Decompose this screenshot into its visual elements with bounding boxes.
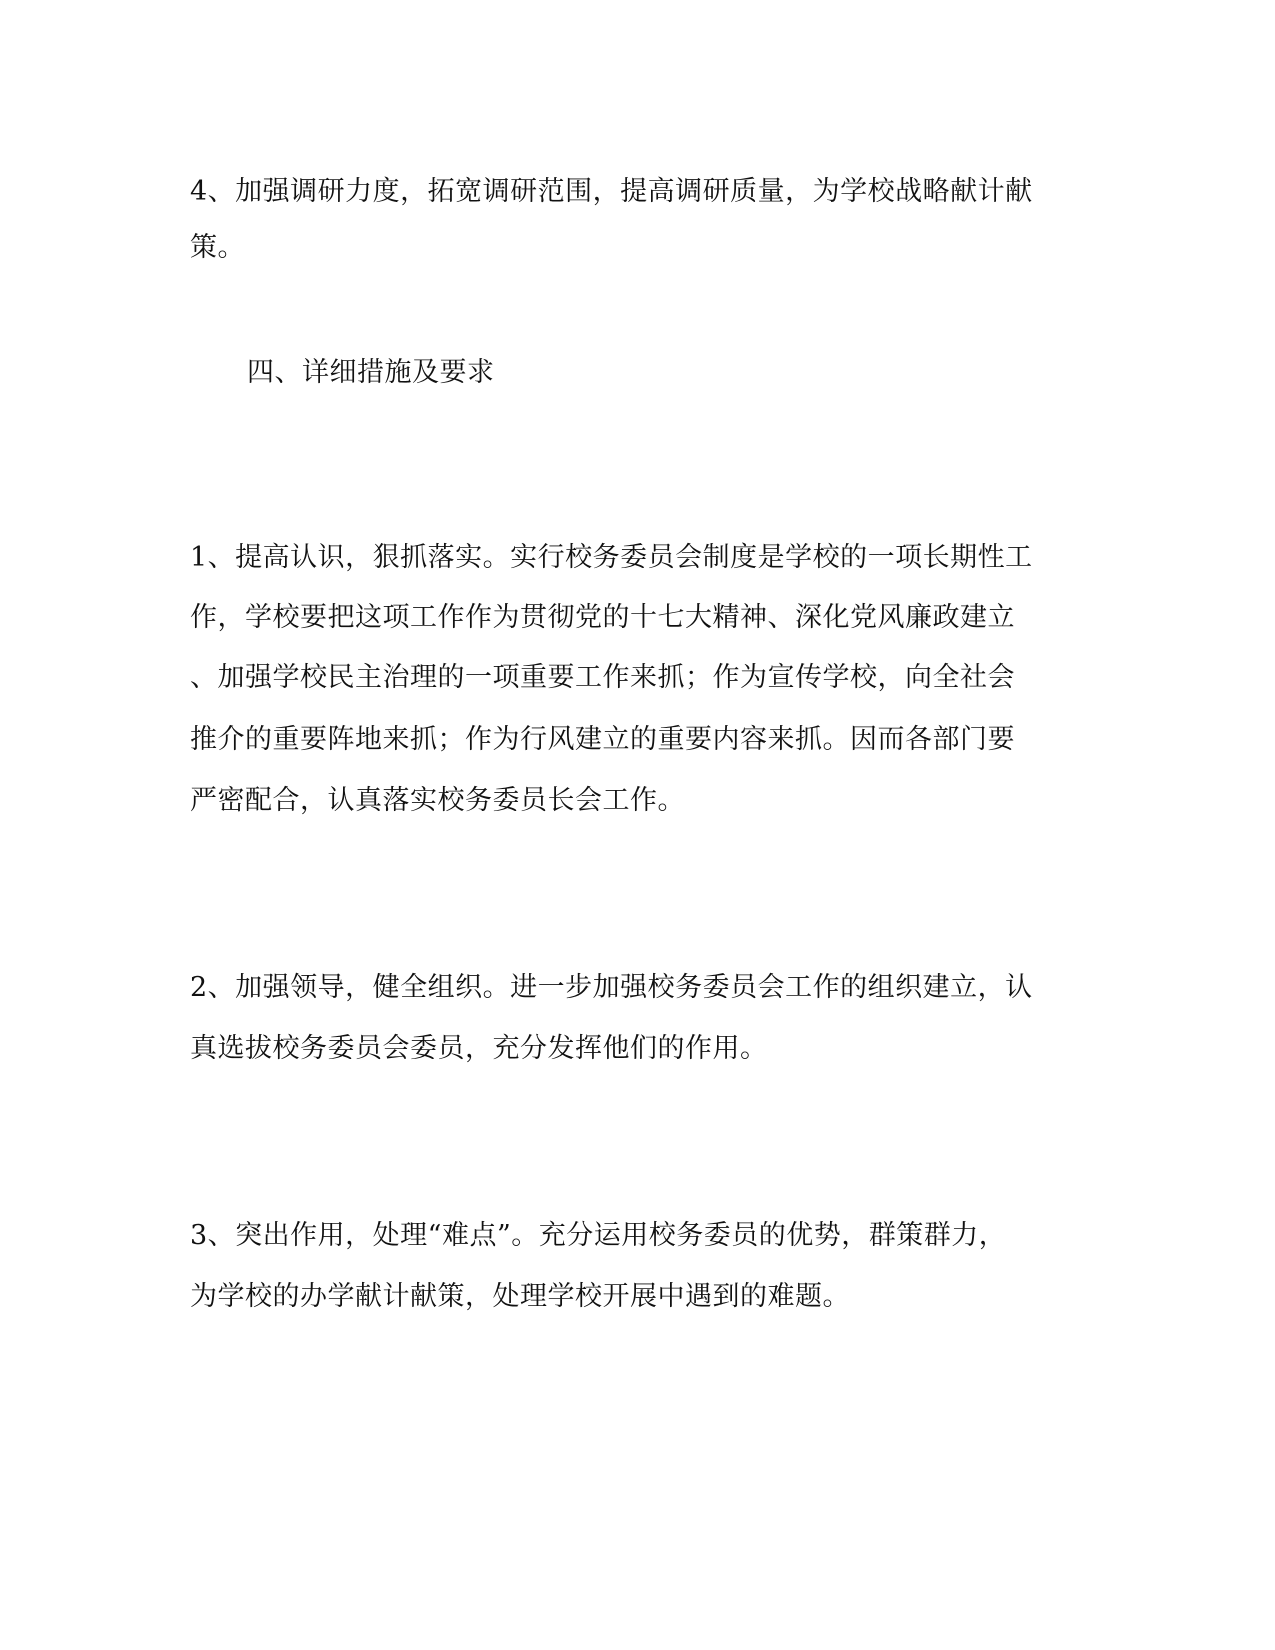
paragraph-3-line-2: 为学校的办学献计献策，处理学校开展中遇到的难题。 (190, 1281, 850, 1312)
section-heading: 四、详细措施及要求 (247, 357, 495, 388)
paragraph-1-line-4: 推介的重要阵地来抓；作为行风建立的重要内容来抓。因而各部门要 (190, 724, 1015, 755)
paragraph-4-line-1: 4、加强调研力度，拓宽调研范围，提高调研质量，为学校战略献计献 (190, 176, 1033, 207)
paragraph-1-line-5: 严密配合，认真落实校务委员长会工作。 (190, 785, 685, 816)
paragraph-1-line-1: 1、提高认识，狠抓落实。实行校务委员会制度是学校的一项长期性工 (190, 542, 1033, 573)
paragraph-1-line-2: 作，学校要把这项工作作为贯彻党的十七大精神、深化党风廉政建立 (190, 602, 1015, 633)
paragraph-4-line-2: 策。 (190, 232, 245, 263)
paragraph-3-line-1: 3、突出作用，处理“难点”。充分运用校务委员的优势，群策群力， (190, 1220, 1007, 1251)
paragraph-2-line-2: 真选拔校务委员会委员，充分发挥他们的作用。 (190, 1033, 768, 1064)
paragraph-1-line-3: 、加强学校民主治理的一项重要工作来抓；作为宣传学校，向全社会 (190, 662, 1015, 693)
paragraph-2-line-1: 2、加强领导，健全组织。进一步加强校务委员会工作的组织建立，认 (190, 972, 1033, 1003)
